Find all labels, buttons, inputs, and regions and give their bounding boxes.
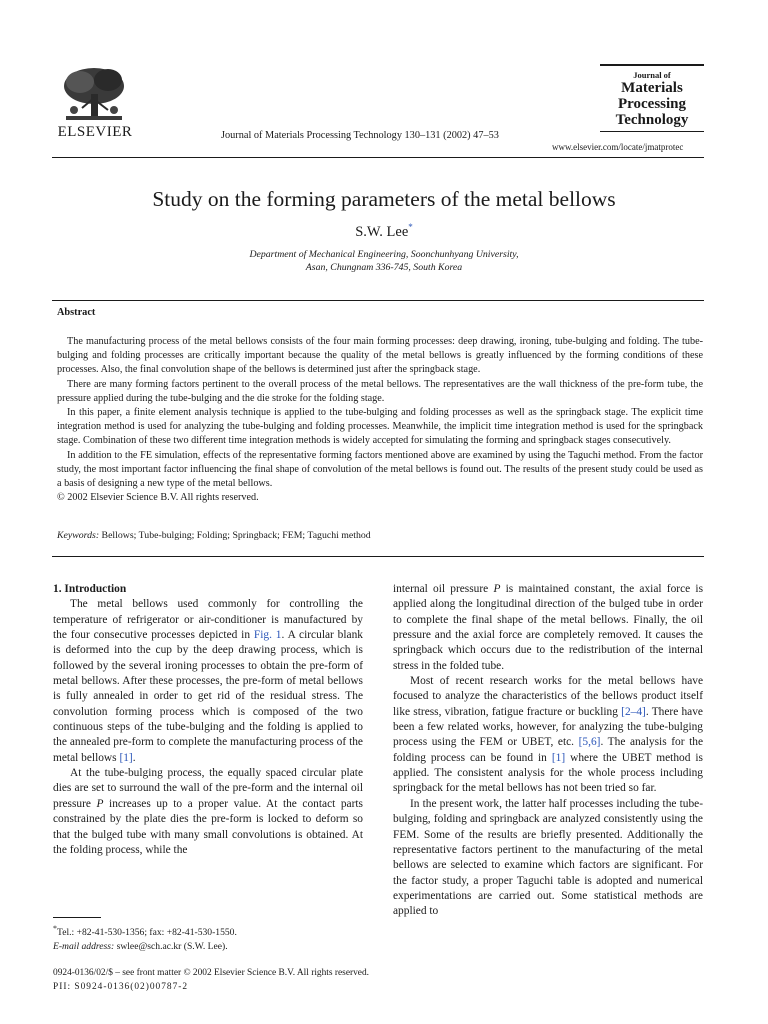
- keywords: [57, 530, 371, 541]
- author-line: [0, 222, 768, 241]
- front-matter-line: 0924-0136/02/$ – see front matter © 2002 Elsevier Science B.V. All rights reserved.: [53, 968, 369, 978]
- affiliation-line1: Department of Mechanical Engineering, Soonchunhyang University,: [249, 249, 519, 260]
- footnote: [53, 922, 237, 954]
- text-run: At the tube-bulging process, the equally spaced circular plate dies are set to surround the wall of the pre-form and the internal oil pressure: [53, 767, 363, 810]
- keywords-label: Keywords:: [57, 530, 100, 541]
- citation-link[interactable]: [5,6]: [578, 736, 601, 749]
- pii-line: PII: S0924-0136(02)00787-2: [53, 982, 189, 992]
- publication-info: [53, 966, 369, 994]
- journal-logo-line1: Materials: [621, 80, 683, 96]
- footnote-email-line: [53, 940, 237, 954]
- body-paragraph: In the present work, the latter half processes including the tube-bulging, folding and springback are analyzed consistently using the FEM. Some of the results are briefly presented. Additionally the representative factors pertinent to the manufacturing of the metal bellows are selected to examine which factors are significant. For the factor study, a proper Taguchi table is adopted and numerical experimentations are carried out. Some statistical methods are applied to: [393, 797, 703, 918]
- journal-logo: [600, 64, 704, 132]
- footnote-contact: [53, 922, 237, 940]
- left-column: [53, 582, 363, 858]
- right-column: [393, 582, 703, 920]
- body-paragraph: [393, 674, 703, 797]
- text-run: . A circular blank is deformed into the cup by the deep drawing process, which is followed by the several ironing processes to obtain the pre-form of metal bellows. After these processes, the pre-form of metal bellows is fully annealed in order to get rid of the residual stress. The convolution forming process which is composed of the two continuous steps of the tube-bulging and the folding is applied to the annealed pre-form to complete the manufacturing process of the metal bellows: [53, 629, 363, 764]
- abstract-heading: Abstract: [57, 307, 96, 318]
- journal-logo-line3: Technology: [615, 112, 689, 128]
- text-run: . The analysis for the folding process can be found in: [393, 736, 704, 764]
- publisher-name: ELSEVIER: [57, 124, 133, 140]
- elsevier-logo: [52, 60, 138, 150]
- paper-title: Study on the forming parameters of the metal bellows: [152, 187, 616, 211]
- text-run: Most of recent research works for the metal bellows have focused to analyze the characteristics of the bellows product itself like stress, vibration, fatigue fracture or buckling: [393, 675, 703, 718]
- abstract-divider-top: [52, 300, 704, 301]
- footnote-tel: Tel.: +82-41-530-1356; fax: +82-41-530-1550.: [57, 927, 237, 939]
- variable: P: [96, 797, 104, 810]
- abstract-paragraph: In addition to the FE simulation, effects of the representative forming factors mentioned above are examined by using the Taguchi method. From the factor study, the most important factor influencing the final shape of convolution of the metal bellows is found out. The results of the present study could be used as a basis of designing a new type of the metal bellows.: [57, 449, 703, 490]
- affiliation-line2: Asan, Chungnam 336-745, South Korea: [305, 262, 463, 273]
- citation-link[interactable]: [1]: [119, 751, 133, 764]
- text-run: internal oil pressure: [393, 583, 494, 595]
- journal-reference: Journal of Materials Processing Technology 130–131 (2002) 47–53: [221, 130, 499, 141]
- author-footnote-link[interactable]: *: [408, 222, 413, 232]
- text-run: . There have been a few related works, however, for analyzing the tube-bulging process using the FEM or UBET, etc.: [393, 705, 703, 749]
- abstract-paragraph: In this paper, a finite element analysis technique is applied to the tube-bulging and folding processes as well as the springback stage. The explicit time integration method is used for analyzing the tube-bulging and folding processes. Meanwhile, the implicit time integration method is used for the springback stage. Combination of these two different time integration methods is widely accepted for simulating the forming and springback stages consecutively.: [57, 407, 703, 447]
- text-run: .: [132, 751, 136, 764]
- figure-link[interactable]: Fig. 1: [253, 629, 282, 642]
- section-heading-introduction: 1. Introduction: [53, 583, 127, 595]
- abstract-paragraph: The manufacturing process of the metal bellows consists of the four main forming processes: deep drawing, ironing, tube-bulging and folding. The tube-bulging and folding processes are critically important because the quality of the metal bellows is greatly influenced by the forming conditions of these processes. Also, the final convolution shape of the bellows is determined just after the springback stage.: [57, 336, 703, 376]
- author-name: S.W. Lee: [355, 223, 409, 240]
- footnote-mark: *: [53, 924, 57, 933]
- email-link[interactable]: swlee@sch.ac.kr (S.W. Lee).: [116, 941, 228, 953]
- variable: P: [493, 583, 501, 595]
- divider: [600, 64, 704, 66]
- affiliation: [0, 248, 768, 274]
- footnote-divider: [53, 917, 101, 918]
- abstract-divider-bottom: [52, 556, 704, 557]
- email-label: E-mail address:: [53, 941, 115, 953]
- body-paragraph: [53, 766, 363, 858]
- journal-logo-line2: Processing: [617, 96, 687, 112]
- abstract-copyright: © 2002 Elsevier Science B.V. All rights reserved.: [57, 492, 259, 504]
- abstract-paragraph: There are many forming factors pertinent to the overall process of the metal bellows. The representatives are the wall thickness of the pre-form tube, the pressure applied during the tube-bulging and the die stroke for the folding stage.: [57, 378, 703, 404]
- text-run: where the UBET method is applied. The consistent analysis for the whole process including springback for the metal bellows has not been tried so far.: [393, 751, 703, 795]
- text-run: The metal bellows used commonly for controlling the temperature of refrigerator or air-conditioner is manufactured by the four consecutive processes depicted in: [53, 598, 363, 642]
- body-paragraph: [393, 582, 703, 674]
- citation-link[interactable]: [2–4]: [621, 705, 646, 718]
- body-paragraph: [53, 597, 363, 766]
- abstract-body: [57, 335, 703, 505]
- journal-url-link[interactable]: www.elsevier.com/locate/jmatprotec: [552, 142, 684, 152]
- elsevier-tree-icon: [58, 64, 130, 124]
- citation-link[interactable]: [1]: [551, 751, 566, 764]
- header-divider: [52, 157, 704, 158]
- journal-logo-small: Journal of: [633, 70, 671, 80]
- text-run: increases up to a proper value. At the contact parts constrained by the plate dies the pre-form is locked to deform so that the bulged tube with many small convolutions is obtained. At the folding process, while the: [53, 797, 363, 856]
- text-run: is maintained constant, the axial force is applied along the longitudinal direction of the bulged tube in order to complete the final shape of the metal bellows. Finally, the oil pressure and the axial force are completely removed. It causes the springback which occurs due to the redistribution of the internal stress in the folded tube.: [393, 583, 703, 672]
- divider: [600, 131, 704, 132]
- keywords-text: Bellows; Tube-bulging; Folding; Springback; FEM; Taguchi method: [101, 530, 371, 541]
